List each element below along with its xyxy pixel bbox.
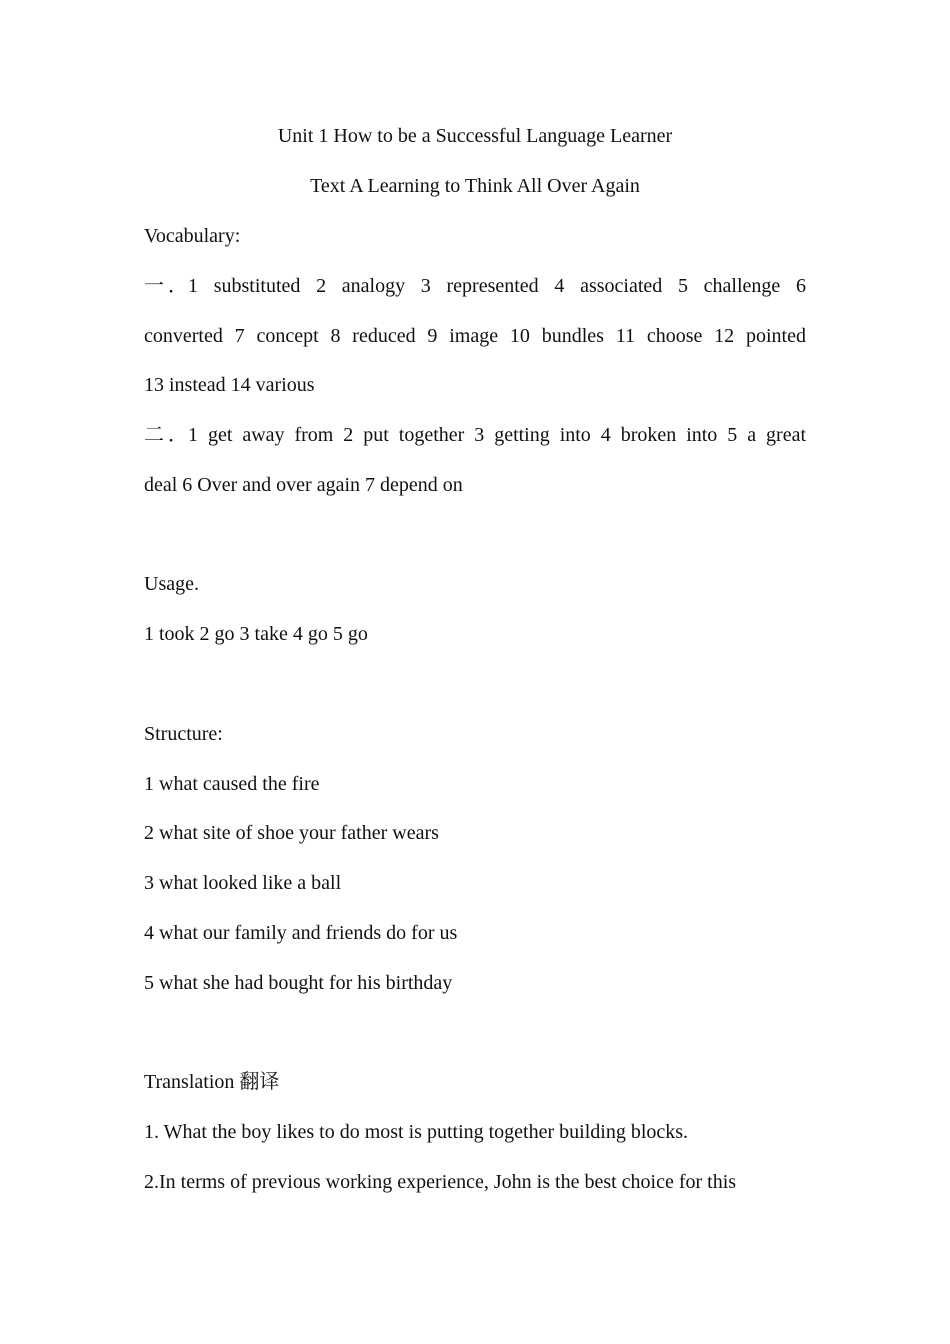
vocabulary-part2-line1 bbox=[144, 420, 806, 450]
structure-item: 5 what she had bought for his birthday bbox=[144, 972, 453, 994]
translation-item: 2.In terms of previous working experience, John is the best choice for this bbox=[144, 1171, 737, 1193]
vocabulary-part2-line2: deal 6 Over and over again 7 depend on bbox=[144, 474, 463, 496]
translation-heading: Translation 翻译 bbox=[144, 1071, 280, 1093]
document-subtitle: Text A Learning to Think All Over Again bbox=[310, 175, 640, 197]
usage-answers: 1 took 2 go 3 take 4 go 5 go bbox=[144, 623, 368, 645]
section-marker-one: 一． bbox=[144, 275, 188, 297]
vocabulary-part1-line1 bbox=[144, 271, 806, 301]
vocabulary-part1-line3: 13 instead 14 various bbox=[144, 374, 315, 396]
structure-item: 2 what site of shoe your father wears bbox=[144, 822, 439, 844]
vocabulary-part1-text: 1 substituted 2 analogy 3 represented 4 associated 5 challenge 6 bbox=[188, 275, 806, 297]
vocabulary-heading: Vocabulary: bbox=[144, 225, 241, 247]
usage-heading: Usage. bbox=[144, 573, 199, 595]
structure-item: 1 what caused the fire bbox=[144, 773, 320, 795]
translation-item: 1. What the boy likes to do most is putting together building blocks. bbox=[144, 1121, 689, 1143]
structure-item: 4 what our family and friends do for us bbox=[144, 922, 458, 944]
vocabulary-part1-line2: converted 7 concept 8 reduced 9 image 10 bundles 11 choose 12 pointed bbox=[144, 325, 806, 347]
structure-heading: Structure: bbox=[144, 723, 223, 745]
section-marker-two: 二． bbox=[144, 424, 188, 446]
document-page bbox=[144, 0, 806, 1344]
structure-item: 3 what looked like a ball bbox=[144, 872, 342, 894]
vocabulary-part2-text: 1 get away from 2 put together 3 getting into 4 broken into 5 a great bbox=[188, 424, 806, 446]
document-title: Unit 1 How to be a Successful Language Learner bbox=[277, 125, 673, 147]
